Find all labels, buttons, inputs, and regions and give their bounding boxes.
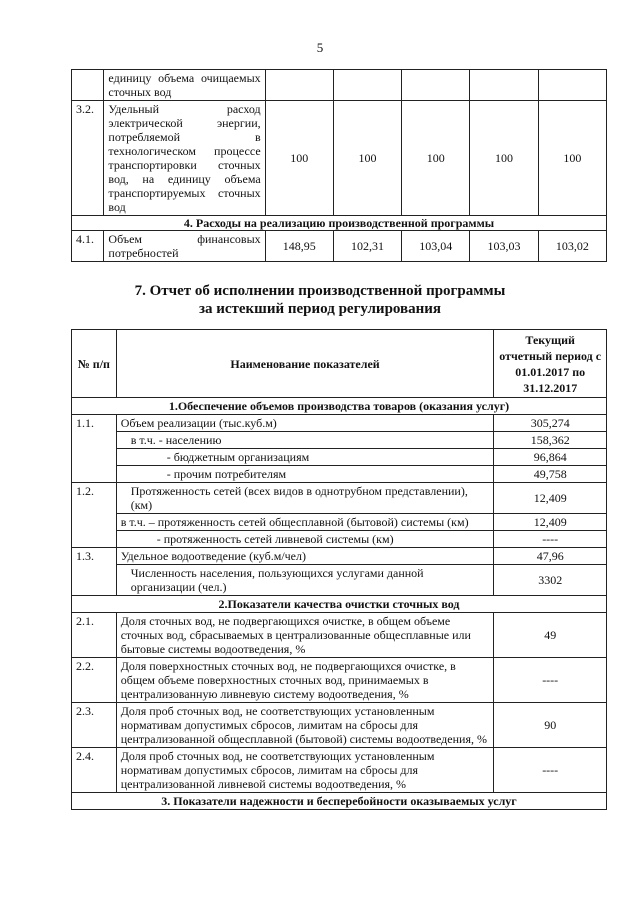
section-row [72, 398, 607, 415]
indicator-name: - прочим потребителям [116, 466, 494, 483]
value-cell: 12,409 [494, 483, 607, 514]
value-cell: 158,362 [494, 432, 607, 449]
indicator-name: Доля поверхностных сточных вод, не подвергающихся очистке, в общем объеме поверхностных сточных вод, принимаемых в централизованную ливневую систему водоотведения, % [116, 658, 494, 703]
section-row [72, 216, 607, 231]
value-cell: 103,02 [538, 231, 606, 262]
table-row [72, 658, 607, 703]
indicator-name: Объем реализации (тыс.куб.м) [116, 415, 494, 432]
value-cell: ---- [494, 748, 607, 793]
table-row [72, 531, 607, 548]
value-cell: 90 [494, 703, 607, 748]
section-heading: 1.Обеспечение объемов производства товаров (оказания услуг) [72, 398, 607, 415]
table-row [72, 449, 607, 466]
value-cell: 47,96 [494, 548, 607, 565]
section-heading: 3. Показатели надежности и бесперебойности оказываемых услуг [72, 793, 607, 810]
indicator-name: - протяженность сетей ливневой системы (км) [116, 531, 494, 548]
table-row [72, 748, 607, 793]
value-cell: 305,274 [494, 415, 607, 432]
table-row [72, 548, 607, 565]
value-cell: 102,31 [333, 231, 401, 262]
report-table [71, 329, 607, 810]
page-number: 5 [316, 40, 324, 55]
row-number: 3.2. [72, 101, 104, 216]
table-row [72, 466, 607, 483]
row-number: 2.2. [72, 658, 117, 703]
table-row [72, 565, 607, 596]
value-cell: 100 [333, 101, 401, 216]
row-number: 1.2. [72, 483, 117, 548]
indicator-name: Протяженность сетей (всех видов в однотрубном представлении), (км) [116, 483, 494, 514]
indicator-name: в т.ч. – протяженность сетей общесплавной (бытовой) системы (км) [116, 514, 494, 531]
section-heading: 4. Расходы на реализацию производственной программы [72, 216, 607, 231]
value-cell: 12,409 [494, 514, 607, 531]
table-row [72, 101, 607, 216]
table-row [72, 483, 607, 514]
indicator-name: Удельный расход электрической энергии, потребляемой в технологическом процессе транспортировки сточных вод, на единицу объема транспортируемых сточных вод [104, 101, 265, 216]
table-row [72, 613, 607, 658]
value-cell: 103,03 [470, 231, 538, 262]
header-row [72, 330, 607, 398]
indicator-name: Доля проб сточных вод, не соответствующих установленным нормативам допустимых сбросов, лимитам на сбросы для централизованной ливневой системы водоотведения, % [116, 748, 494, 793]
header-period: Текущий отчетный период с 01.01.2017 по 31.12.2017 [494, 330, 607, 398]
section-row [72, 596, 607, 613]
value-cell: 100 [538, 101, 606, 216]
value-cell: 103,04 [402, 231, 470, 262]
value-cell: ---- [494, 658, 607, 703]
table-row [72, 514, 607, 531]
indicator-name: Доля проб сточных вод, не соответствующих установленным нормативам допустимых сбросов, лимитам на сбросы для централизованной общесплавной (бытовой) системы водоотведения, % [116, 703, 494, 748]
indicator-name: Удельное водоотведение (куб.м/чел) [116, 548, 494, 565]
header-name: Наименование показателей [116, 330, 494, 398]
indicator-name: - бюджетным организациям [116, 449, 494, 466]
value-cell: ---- [494, 531, 607, 548]
row-number: 2.3. [72, 703, 117, 748]
header-num: № п/п [72, 330, 117, 398]
row-number: 4.1. [72, 231, 104, 262]
indicator-name: Доля сточных вод, не подвергающихся очистке, в общем объеме сточных вод, сбрасываемых в централизованные общесплавные или бытовые системы водоотведения, % [116, 613, 494, 658]
row-number: 2.1. [72, 613, 117, 658]
indicator-name: Численность населения, пользующихся услугами данной организации (чел.) [116, 565, 494, 596]
row-number: 1.3. [72, 548, 117, 596]
value-cell: 148,95 [265, 231, 333, 262]
table-row [72, 415, 607, 432]
value-cell: 96,864 [494, 449, 607, 466]
value-cell: 100 [402, 101, 470, 216]
program-table-continued [71, 69, 607, 262]
row-number [72, 70, 104, 101]
row-number: 1.1. [72, 415, 117, 483]
report-title-line2: за истекший период регулирования [198, 301, 442, 317]
indicator-name: в т.ч. - населению [116, 432, 494, 449]
section-row [72, 793, 607, 810]
value-cell: 3302 [494, 565, 607, 596]
table-row [72, 231, 607, 262]
table-row [72, 703, 607, 748]
report-title-line1: 7. Отчет об исполнении производственной программы [134, 283, 506, 299]
section-heading: 2.Показатели качества очистки сточных вод [72, 596, 607, 613]
table-row [72, 432, 607, 449]
value-cell: 100 [265, 101, 333, 216]
row-number: 2.4. [72, 748, 117, 793]
value-cell: 49 [494, 613, 607, 658]
indicator-name: Объем финансовых потребностей [104, 231, 265, 262]
value-cell: 49,758 [494, 466, 607, 483]
value-cell: 100 [470, 101, 538, 216]
indicator-name: единицу объема очищаемых сточных вод [104, 70, 265, 101]
table-row [72, 70, 607, 101]
